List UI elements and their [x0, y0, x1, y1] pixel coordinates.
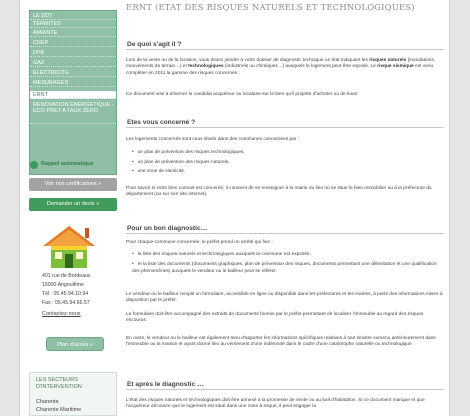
- section-paragraph: Pour savoir si votre bien connait est concerné, il convient de se renseigner à la mairie du lieu où se situe le bien immobilier ou à la préfecture du département (ou sur son site internet).: [126, 186, 432, 198]
- page-title: ERNT (ETAT DES RISQUES NATURELS ET TECHNOLOGIQUES): [126, 2, 415, 12]
- nav-item-ernt[interactable]: ERNT: [30, 91, 116, 99]
- nav-item-amiante[interactable]: AMIANTE: [30, 30, 116, 37]
- certifications-button[interactable]: Voir nos certifications »: [29, 178, 117, 191]
- devis-button[interactable]: Demander un devis »: [29, 198, 117, 211]
- sidebar-nav: [29, 10, 117, 175]
- list-item: • une zone de sismicité.: [132, 167, 444, 177]
- section-paragraph: Les logements concernés sont ceux situés dans des communes concernées par :: [126, 137, 300, 142]
- section-paragraph: [126, 58, 444, 77]
- sectors-box: [29, 372, 117, 416]
- section-paragraph: Pour chaque commune concernée, le préfet prend un arrêté qui fixe :: [126, 240, 273, 245]
- section-heading-text: De quoi s'agit il ?: [127, 41, 182, 48]
- phone-number: Tél : 05.45.94.10.94: [42, 291, 89, 297]
- nav-item-dpe[interactable]: DPE: [30, 50, 116, 57]
- nav-item-electricite[interactable]: ELECTRICITE: [30, 70, 116, 77]
- section-heading-apres: [126, 380, 444, 390]
- plan-acces-button[interactable]: Plan d'accès »: [46, 337, 104, 351]
- nav-item-gaz[interactable]: GAZ: [30, 60, 116, 67]
- text-span: (industriels ou chimiques…) auxquels le logement peut être exposé. Le: [223, 64, 378, 70]
- address-line2: 16000 Angoulême: [42, 282, 84, 288]
- section-heading-de-quoi: [126, 40, 444, 50]
- section-paragraph: Le vendeur ou le bailleur remplit un formulaire, accessible en ligne ou disponible dans les préfectures et les mairies, à partir des informations mises à disposition par le préfet.: [126, 292, 443, 304]
- section-paragraph: Ce document vise à informer le candidat acquéreur ou locataire sur le bien qu'il projette d'acheter ou de louer.: [126, 92, 359, 97]
- text-bold: risques naturels: [369, 58, 407, 63]
- rappel-automatique[interactable]: [29, 160, 117, 170]
- arrete-list: [132, 252, 444, 275]
- list-item: • la liste des risques naturels et technologiques auxquels la commune est exposée,: [132, 252, 444, 258]
- nav-item-renovation[interactable]: RENOVATION ENERGETIQUE - ECO PRET A TAUX ZERO: [30, 102, 116, 124]
- text-span: (inondations, mouvements de terrain…) et: [126, 58, 436, 70]
- house-logo-icon: [39, 222, 103, 272]
- list-item: • un plan de prévention des risques technologiques,: [132, 148, 444, 158]
- text-span: Lors de la vente ou de la location, vous devez joindre à votre dossier de diagnostic technique un état indiquant les: [126, 58, 370, 63]
- section-paragraph: L'état des risques naturels et technologiques doit être annexé à la promesse de vente ou au bail d'habitation. Si ce document manque et que l'acquéreur découvre que le logement est situé dans une zone à risque, il peut engager la: [126, 398, 425, 410]
- section-heading-text: Etes vous concerné ?: [127, 119, 196, 126]
- list-item: • et la liste des documents (documents graphiques, plan de prévention des risques, documents permettant une délimitation et une qualification des phénomènes) auxquels le vendeur ou le bailleur peut se référer.: [132, 262, 444, 275]
- nav-item-crep[interactable]: CREP: [30, 40, 116, 47]
- fax-number: Fax : 05.45.94.66.57: [42, 300, 90, 306]
- nav-item-mesurages[interactable]: MESURAGES: [30, 80, 116, 87]
- section-heading-text: Et après le diagnostic …: [127, 381, 204, 388]
- concerned-list: [132, 148, 444, 177]
- sidebar: [29, 0, 117, 416]
- nav-item-termites[interactable]: TERMITES: [30, 21, 116, 28]
- section-paragraph: En outre, le vendeur ou le bailleur est également tenu d'apporter les informations spécifiques relatives à tout sinistre survenu antérieurement dans l'immeuble ou la maison et ayant donné lieu au versement d'une indémnité dans le cadre d'une catastrophe naturelle ou technologique.: [126, 336, 436, 348]
- main-content: [126, 0, 444, 416]
- section-paragraph: Le formulaire doit être accompagné des extraits de documents fournis par le préfet permettant de localiser l'immeuble au regard des risques encourus.: [126, 312, 424, 324]
- text-bold: risque sismique: [377, 64, 414, 70]
- section-heading-text: Pour un bon diagnostic…: [127, 225, 208, 232]
- section-heading-bon-diagnostic: [126, 224, 444, 234]
- text-bold: technologiques: [188, 64, 224, 70]
- address-line1: 401 rue de Bordeaux: [42, 273, 91, 279]
- list-item: • un plan de prévention des risques naturels,: [132, 158, 444, 168]
- nav-item-le-ddt[interactable]: LE DDT: [30, 13, 116, 20]
- rappel-label: Rappel automatique: [41, 161, 94, 167]
- address-block: [42, 272, 90, 308]
- section-heading-concerne: [126, 118, 444, 128]
- sector-item-charente-maritime[interactable]: Charente Maritime: [36, 407, 82, 413]
- text-span: est venu compléter en 2011 la gamme des risques concernés :: [126, 64, 434, 76]
- sector-item-charente[interactable]: Charente: [36, 399, 59, 405]
- sectors-title: LES SECTEURS D'INTERVENTION: [36, 377, 82, 390]
- rappel-icon: [30, 161, 38, 169]
- contact-link[interactable]: Contactez-nous: [42, 311, 81, 317]
- page: [19, 0, 450, 416]
